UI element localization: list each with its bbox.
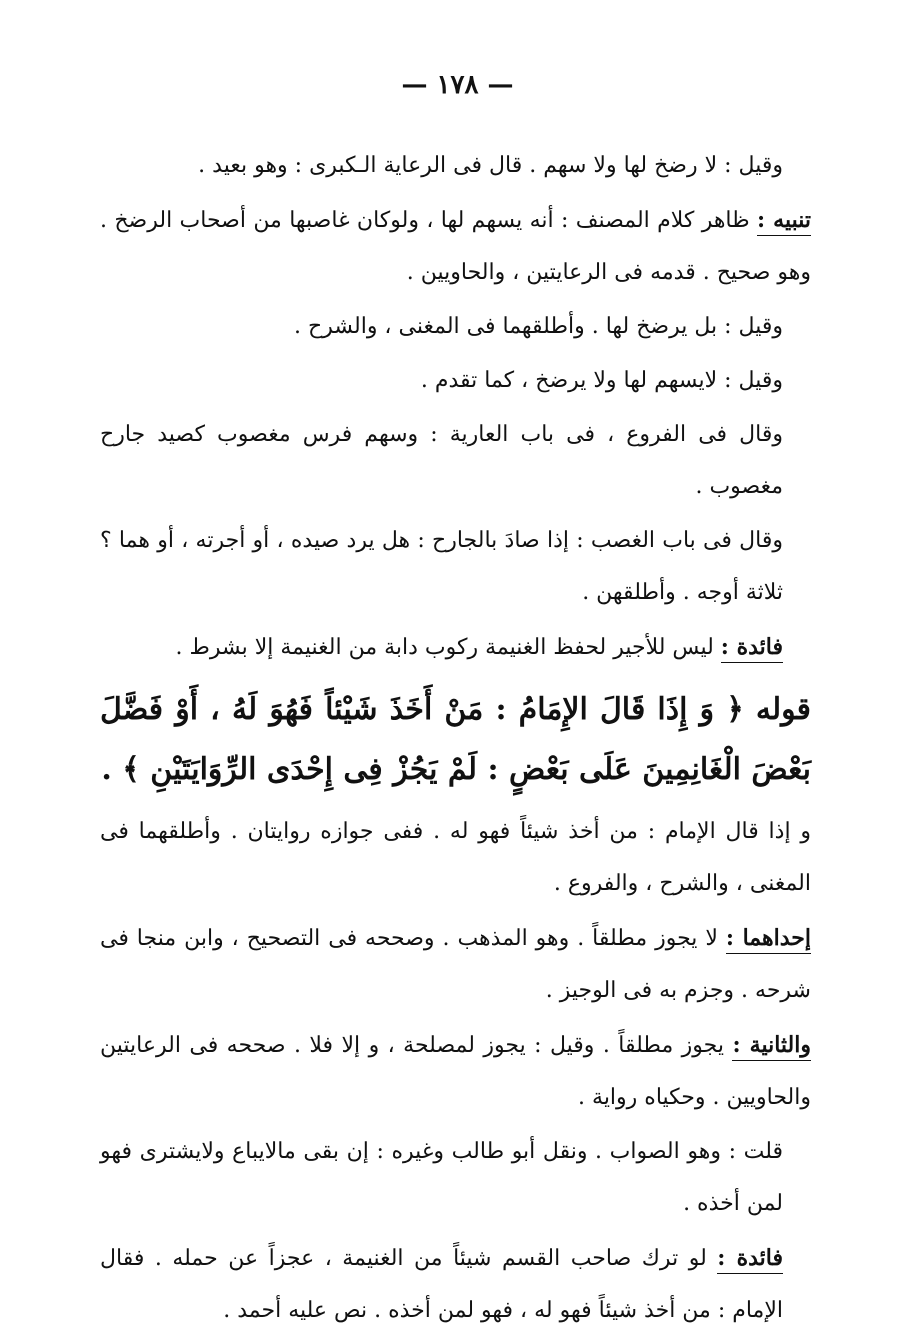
paragraph (100, 806, 811, 910)
paragraph-text: ظاهر كلام المصنف : أنه يسهم لها ، ولوكان غاصبها من أصحاب الرضخ . وهو صحيح . قدمه فى الرعايتين ، والحاويين . (100, 208, 811, 285)
paragraph (100, 621, 811, 674)
paragraph (100, 301, 811, 353)
paragraph (100, 515, 811, 619)
paragraph-text: قلت : وهو الصواب . ونقل أبو طالب وغيره : إن بقى مالايباع ولايشترى فهو لمن أخذه . (100, 1139, 783, 1216)
paragraph (100, 1232, 811, 1337)
quote-lead: قوله (755, 692, 811, 727)
paragraph (100, 912, 811, 1017)
paragraph (100, 1126, 811, 1230)
paragraph-text: وقيل : بل يرضخ لها . وأطلقهما فى المغنى ، والشرح . (294, 314, 783, 339)
paragraph-text: وقال فى الفروع ، فى باب العارية : وسهم فرس مغصوب كصيد جارح مغصوب . (100, 422, 783, 499)
paragraph (100, 140, 811, 192)
note-term: إحداهما : (726, 925, 811, 954)
paragraph-text: ليس للأجير لحفظ الغنيمة ركوب دابة من الغنيمة إلا بشرط . (175, 635, 721, 660)
paragraph-text: لا يجوز مطلقاً . وهو المذهب . وصححه فى التصحيح ، وابن منجا فى شرحه . وجزم به فى الوجيز . (100, 926, 811, 1003)
paragraph-text: وقيل : لا رضخ لها ولا سهم . قال فى الرعاية الـكبرى : وهو بعيد . (198, 153, 783, 178)
paragraph (100, 194, 811, 299)
quoted-text (100, 680, 811, 800)
page-number: — ١٧٨ — (401, 70, 514, 100)
paragraph-text: يجوز مطلقاً . وقيل : يجوز لمصلحة ، و إلا فلا . صححه فى الرعايتين والحاويين . وحكياه رواية . (100, 1033, 811, 1110)
paragraph (100, 1019, 811, 1124)
paragraph-text: لو ترك صاحب القسم شيئاً من الغنيمة ، عجزاً عن حمله . فقال الإمام : من أخذ شيئاً فهو له ، فهو لمن أخذه . نص عليه أحمد . (100, 1246, 783, 1323)
note-term: والثانية : (732, 1032, 811, 1061)
note-term: فائدة : (721, 634, 783, 663)
paragraph-text: وقيل : لايسهم لها ولا يرضخ ، كما تقدم . (420, 368, 783, 393)
paragraph (100, 355, 811, 407)
paragraph-text: و إذا قال الإمام : من أخذ شيئاً فهو له . ففى جوازه روايتان . وأطلقهما فى المغنى ، والشرح ، والفروع . (100, 819, 811, 896)
note-term: فائدة : (717, 1245, 783, 1274)
paragraph-text: وقال فى باب الغصب : إذا صادَ بالجارح : هل يرد صيده ، أو أجرته ، أو هما ؟ ثلاثة أوجه . وأطلقهن . (100, 528, 783, 605)
page-body (100, 140, 811, 1339)
quote-body: ﴿ وَ إِذَا قَالَ الإِمَامُ : مَنْ أَخَذَ شَيْئاً فَهُوَ لَهُ ، أَوْ فَضَّلَ بَعْضَ الْغَانِمِينَ عَلَى بَعْضٍ : لَمْ يَجُزْ فِى إِحْدَى الرِّوَايَتَيْنِ ﴾ . (100, 692, 811, 787)
paragraph (100, 409, 811, 513)
note-term: تنبيه : (757, 207, 811, 236)
